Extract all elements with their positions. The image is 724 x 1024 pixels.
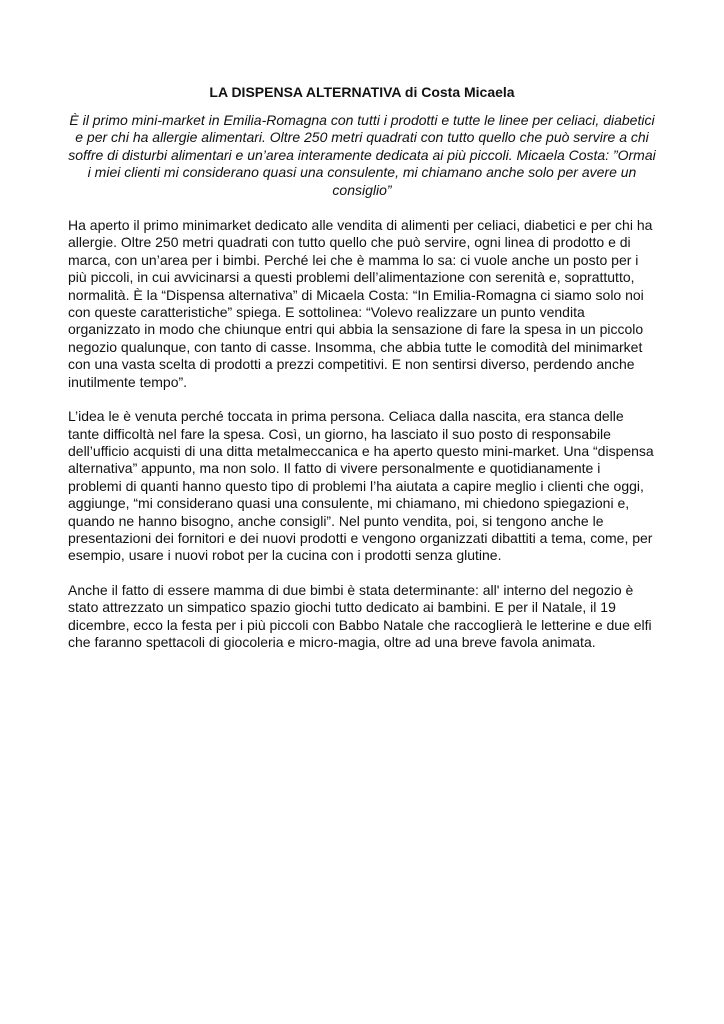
document-title: LA DISPENSA ALTERNATIVA di Costa Micaela xyxy=(209,84,515,100)
lead-paragraph: È il primo mini-market in Emilia-Romagna con tutti i prodotti e tutte le linee per celiaci, diabetici e per chi ha allergie alimentari. Oltre 250 metri quadrati con tutto quello che può servire a chi soffre di disturbi alimentari e un’area interamente dedicata ai più piccoli. Micaela Costa: ”Ormai i miei clienti mi considerano quasi una consulente, mi chiamano anche solo per avere un consiglio” xyxy=(68,112,656,198)
document-page xyxy=(68,83,656,668)
body-paragraph-2: L’idea le è venuta perché toccata in prima persona. Celiaca dalla nascita, era stanca delle tante difficoltà nel fare la spesa. Così, un giorno, ha lasciato il suo posto di responsabile dell’ufficio acquisti di una ditta metalmeccanica e ha aperto questo mini-market. Una “dispensa alternativa” appunto, ma non solo. Il fatto di vivere personalmente e quotidianamente i problemi di quanti hanno questo tipo di problemi l’ha aiutata a capire meglio i clienti che oggi, aggiunge, “mi considerano quasi una consulente, mi chiamano, mi chiedono spiegazioni e, quando ne hanno bisogno, anche consigli”. Nel punto vendita, poi, si tengono anche le presentazioni dei fornitori e dei nuovi prodotti e vengono organizzati dibattiti a tema, come, per esempio, usare i nuovi robot per la cucina con i prodotti senza glutine. xyxy=(68,408,654,564)
body-paragraph-3: Anche il fatto di essere mamma di due bimbi è stata determinante: all' interno del negozio è stato attrezzato un simpatico spazio giochi tutto dedicato ai bambini. E per il Natale, il 19 dicembre, ecco la festa per i più piccoli con Babbo Natale che raccoglierà le letterine e due elfi che faranno spettacoli di giocoleria e micro-magia, oltre ad una breve favola animata. xyxy=(68,581,652,650)
body-paragraph-1: Ha aperto il primo minimarket dedicato alle vendita di alimenti per celiaci, diabetici e per chi ha allergie. Oltre 250 metri quadrati con tutto quello che può servire, ogni linea di prodotto e di marca, con un’area per i bimbi. Perché lei che è mamma lo sa: ci vuole anche un posto per i più piccoli, in cui avvicinarsi a questi problemi dell’alimentazione con serenità e, soprattutto, normalità. È la “Dispensa alternativa” di Micaela Costa: “In Emilia-Romagna ci siamo solo noi con queste caratteristiche” spiega. E sottolinea: “Volevo realizzare un punto vendita organizzato in modo che chiunque entri qui abbia la sensazione di fare la spesa in un piccolo negozio qualunque, con tanto di casse. Insomma, che abbia tutte le comodità del minimarket con una vasta scelta di prodotti a prezzi competitivi. E non sentirsi diverso, perdendo anche inutilmente tempo”. xyxy=(68,217,653,390)
